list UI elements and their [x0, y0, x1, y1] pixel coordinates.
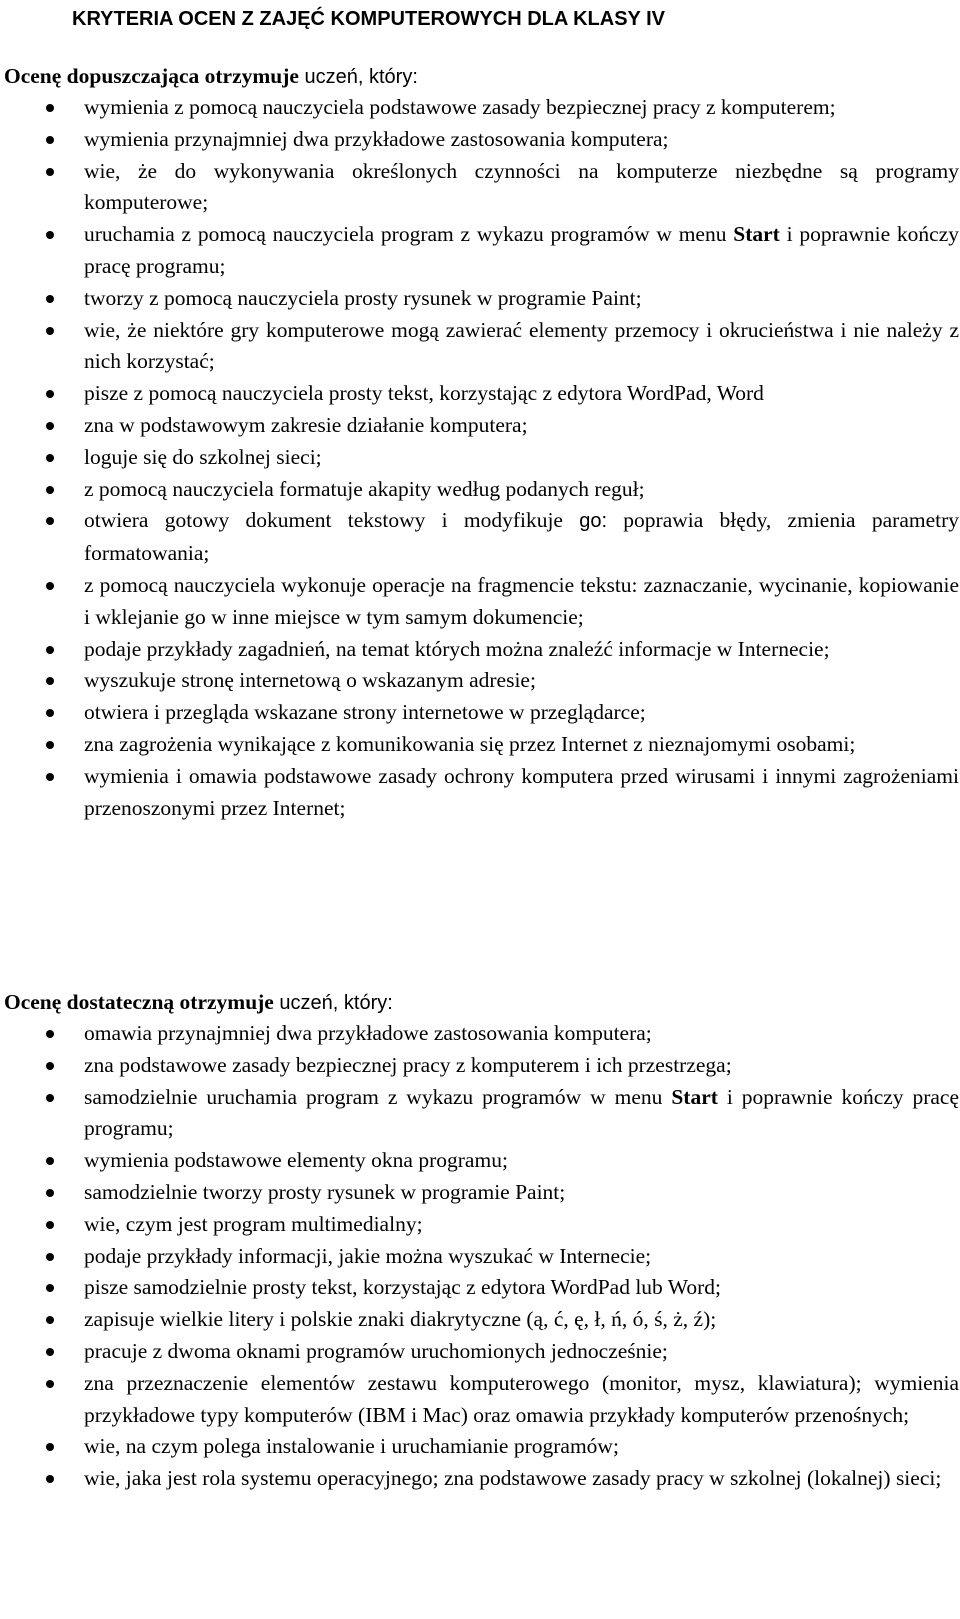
list-item: tworzy z pomocą nauczyciela prosty rysunek w programie Paint;	[0, 283, 959, 315]
criteria-list-dostateczna	[0, 1018, 960, 1495]
list-item: wie, że niektóre gry komputerowe mogą zawierać elementy przemocy i okrucieństwa i nie należy z nich korzystać;	[0, 315, 959, 379]
bullet-icon	[46, 1189, 54, 1197]
list-item: podaje przykłady zagadnień, na temat których można znaleźć informacje w Internecie;	[0, 634, 959, 666]
section-heading-dopuszczajaca	[4, 62, 418, 91]
bullet-icon	[46, 231, 54, 239]
bullet-icon	[46, 677, 54, 685]
bullet-icon	[46, 486, 54, 494]
bullet-icon	[46, 1443, 54, 1451]
list-item: zna w podstawowym zakresie działanie komputera;	[0, 410, 959, 442]
list-item: pisze z pomocą nauczyciela prosty tekst, korzystając z edytora WordPad, Word	[0, 378, 959, 410]
bullet-icon	[46, 422, 54, 430]
bullet-icon	[46, 327, 54, 335]
bullet-icon	[46, 1316, 54, 1324]
bullet-icon	[46, 773, 54, 781]
list-item: wie, na czym polega instalowanie i uruchamianie programów;	[0, 1431, 959, 1463]
bullet-icon	[46, 1030, 54, 1038]
bullet-icon	[46, 1475, 54, 1483]
list-item: z pomocą nauczyciela formatuje akapity według podanych reguł;	[0, 474, 959, 506]
bullet-icon	[46, 1348, 54, 1356]
list-item: wymienia przynajmniej dwa przykładowe zastosowania komputera;	[0, 124, 959, 156]
list-item: zna przeznaczenie elementów zestawu komputerowego (monitor, mysz, klawiatura); wymienia przykładowe typy komputerów (IBM i Mac) oraz omawia przykłady komputerów przenośnych;	[0, 1368, 959, 1432]
bullet-icon	[46, 168, 54, 176]
grade-rest: uczeń, który:	[298, 66, 418, 88]
bullet-icon	[46, 1380, 54, 1388]
list-item: uruchamia z pomocą nauczyciela program z wykazu programów w menu Start i poprawnie kończy pracę programu;	[0, 219, 959, 283]
bullet-icon	[46, 582, 54, 590]
bullet-icon	[46, 1094, 54, 1102]
list-item: z pomocą nauczyciela wykonuje operacje na fragmencie tekstu: zaznaczanie, wycinanie, kopiowanie i wklejanie go w inne miejsce w tym samym dokumencie;	[0, 570, 959, 634]
grade-rest: uczeń, który:	[273, 992, 393, 1014]
bullet-icon	[46, 1284, 54, 1292]
bullet-icon	[46, 136, 54, 144]
list-item: wie, czym jest program multimedialny;	[0, 1209, 959, 1241]
bullet-icon	[46, 104, 54, 112]
list-item: loguje się do szkolnej sieci;	[0, 442, 959, 474]
bullet-icon	[46, 709, 54, 717]
bullet-icon	[46, 1157, 54, 1165]
list-item: samodzielnie tworzy prosty rysunek w programie Paint;	[0, 1177, 959, 1209]
list-item: wyszukuje stronę internetową o wskazanym adresie;	[0, 665, 959, 697]
list-item: wie, jaka jest rola systemu operacyjnego; zna podstawowe zasady pracy w szkolnej (lokalnej) sieci;	[0, 1463, 959, 1495]
bullet-icon	[46, 454, 54, 462]
list-item: zna zagrożenia wynikające z komunikowania się przez Internet z nieznajomymi osobami;	[0, 729, 959, 761]
criteria-list-dopuszczajaca	[0, 92, 960, 824]
grade-label: Ocenę dopuszczająca otrzymuje	[4, 64, 299, 88]
document-title: KRYTERIA OCEN Z ZAJĘĆ KOMPUTEROWYCH DLA KLASY IV	[72, 8, 665, 30]
list-item: wymienia podstawowe elementy okna programu;	[0, 1145, 959, 1177]
list-item: wymienia i omawia podstawowe zasady ochrony komputera przed wirusami i innymi zagrożeniami przenoszonymi przez Internet;	[0, 761, 959, 825]
section-heading-dostateczna	[4, 988, 393, 1017]
list-item: wie, że do wykonywania określonych czynności na komputerze niezbędne są programy komputerowe;	[0, 156, 959, 220]
list-item: wymienia z pomocą nauczyciela podstawowe zasady bezpiecznej pracy z komputerem;	[0, 92, 959, 124]
list-item: otwiera i przegląda wskazane strony internetowe w przeglądarce;	[0, 697, 959, 729]
list-item: podaje przykłady informacji, jakie można wyszukać w Internecie;	[0, 1241, 959, 1273]
bullet-icon	[46, 390, 54, 398]
bullet-icon	[46, 741, 54, 749]
bullet-icon	[46, 517, 54, 525]
list-item: zapisuje wielkie litery i polskie znaki diakrytyczne (ą, ć, ę, ł, ń, ó, ś, ż, ź);	[0, 1304, 959, 1336]
list-item: zna podstawowe zasady bezpiecznej pracy z komputerem i ich przestrzega;	[0, 1050, 959, 1082]
bullet-icon	[46, 646, 54, 654]
bullet-icon	[46, 1253, 54, 1261]
list-item: omawia przynajmniej dwa przykładowe zastosowania komputera;	[0, 1018, 959, 1050]
list-item: pisze samodzielnie prosty tekst, korzystając z edytora WordPad lub Word;	[0, 1272, 959, 1304]
grade-label: Ocenę dostateczną otrzymuje	[4, 990, 274, 1014]
bullet-icon	[46, 295, 54, 303]
list-item: samodzielnie uruchamia program z wykazu programów w menu Start i poprawnie kończy pracę programu;	[0, 1082, 959, 1146]
bullet-icon	[46, 1062, 54, 1070]
bullet-icon	[46, 1221, 54, 1229]
list-item: pracuje z dwoma oknami programów uruchomionych jednocześnie;	[0, 1336, 959, 1368]
list-item: otwiera gotowy dokument tekstowy i modyfikuje go: poprawia błędy, zmienia parametry formatowania;	[0, 505, 959, 570]
